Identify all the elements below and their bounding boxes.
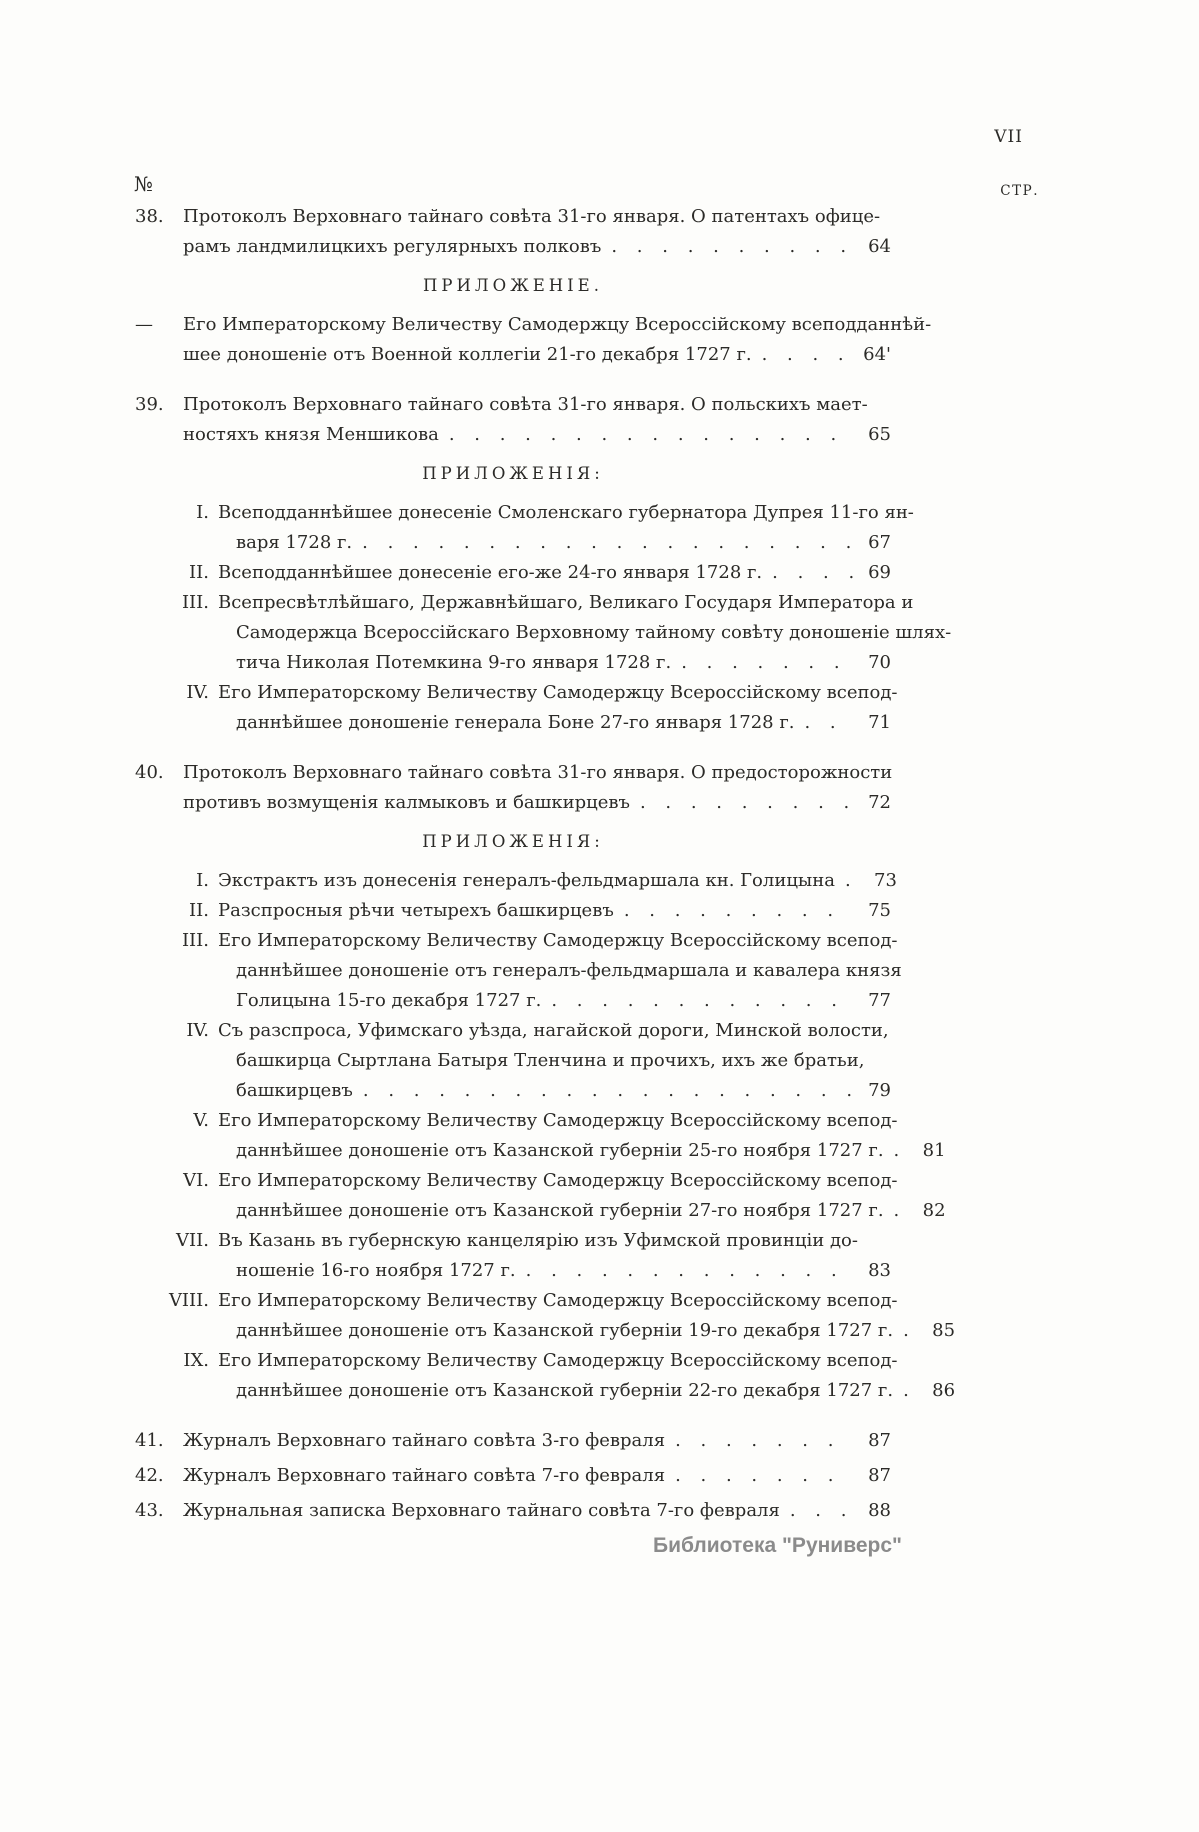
entry-number: IX. [183,1350,209,1371]
entry-text: тича Николая Потемкина 9-го января 1728 г. [236,652,672,673]
entry-text-line [218,1136,946,1166]
dot-leader [640,788,853,818]
entry-number: IV. [186,682,209,703]
entry-text: даннѣйшее доношеніе отъ Казанской губерніи 25-го ноября 1727 г. [236,1140,884,1161]
dot-leader [804,708,853,738]
entry-text-line: Его Императорскому Величеству Самодержцу Всероссійскому всепод- [218,682,898,703]
dot-leader [611,232,853,262]
dot-leader [675,1461,853,1491]
entry-text-line [218,1256,891,1286]
entry-text: Разспросныя рѣчи четырехъ башкирцевъ [218,900,614,921]
dot-leader [772,558,853,588]
entry-text: рамъ ландмилицкихъ регулярныхъ полковъ [183,236,602,257]
entry-body [218,1226,891,1286]
dot-leader [845,866,859,896]
entry-page-number: 77 [868,990,891,1011]
entry-number: 40. [135,762,164,783]
toc-subentry [135,926,902,1016]
entry-text-line [218,528,891,558]
section-heading: ПРИЛОЖЕНІЯ: [422,464,604,483]
entry-page-number: 87 [868,1430,891,1451]
entry-number: V. [193,1110,209,1131]
toc-list [135,202,956,1531]
entry-text: Экстрактъ изъ донесенія генералъ-фельдмаршала кн. Голицына [218,870,835,891]
entry-text-line: Самодержца Всероссійскаго Верховному тайному совѣту доношеніе шлях- [236,622,952,643]
dot-leader [903,1316,917,1346]
dot-leader [675,1426,853,1456]
entry-text: Журналъ Верховнаго тайнаго совѣта 7-го февраля [183,1465,666,1486]
entry-number: VI. [183,1170,209,1191]
entry-page-number: 81 [922,1140,946,1161]
entry-number: 38. [135,206,164,227]
entry-text: противъ возмущенія калмыковъ и башкирцевъ [183,792,630,813]
entry-text: ношеніе 16-го ноября 1727 г. [236,1260,516,1281]
entry-body [183,1461,891,1491]
toc-entry [135,390,891,450]
entry-body [218,896,891,926]
entry-body [218,498,914,558]
toc-subentry [135,498,914,558]
entry-number: VIII. [168,1290,209,1311]
entry-page-number: 73 [874,870,897,891]
entry-text: даннѣйшее доношеніе отъ Казанской губерніи 22-го декабря 1727 г. [236,1380,894,1401]
dot-leader [894,1136,908,1166]
entry-text-line [218,986,891,1016]
entry-body [218,588,952,678]
entry-text-line: Его Императорскому Величеству Самодержцу Всероссійскому всеподданнѣй- [183,314,932,335]
entry-number: III. [181,930,209,951]
entry-text-line [183,420,891,450]
entry-page-number: 86 [932,1380,956,1401]
dot-leader [903,1376,917,1406]
entry-text-line [218,648,891,678]
toc-subentry [135,588,952,678]
entry-body [183,758,891,818]
entry-page-number: 69 [868,562,891,583]
library-watermark: Библиотека "Руниверс" [652,1534,902,1557]
entry-text: шее доношеніе отъ Военной коллегіи 21-го декабря 1727 г. [183,344,752,365]
entry-text-line [218,1196,946,1226]
entry-body [183,202,891,262]
toc-entry [135,1461,891,1491]
entry-text-line [183,1461,891,1491]
entry-text: даннѣйшее доношеніе отъ Казанской губерніи 27-го ноября 1727 г. [236,1200,884,1221]
toc-subentry [135,896,891,926]
entry-text-line [218,558,891,588]
entry-text-line [183,340,891,370]
entry-text-line [183,232,891,262]
entry-text: даннѣйшее доношеніе отъ Казанской губерніи 19-го декабря 1727 г. [236,1320,894,1341]
entry-number: 42. [135,1465,164,1486]
entry-page-number: 64 [868,236,891,257]
number-column-header: № [134,172,153,196]
entry-page-number: 64' [863,344,891,365]
toc-subentry [135,1016,891,1106]
section-heading: ПРИЛОЖЕНІЯ: [422,832,604,851]
page-column-header: СТР. [1000,183,1039,199]
entry-text-line: Съ разспроса, Уфимскаго уѣзда, нагайской дороги, Минской волости, [218,1020,889,1041]
entry-number: — [135,314,153,335]
entry-text-line: Всеподданнѣйшее донесеніе Смоленскаго губернатора Дупрея 11-го ян- [218,502,914,523]
dot-leader [551,986,853,1016]
entry-text-line: Протоколъ Верховнаго тайнаго совѣта 31-го января. О польскихъ мает- [183,394,868,415]
entry-text-line: Всепресвѣтлѣйшаго, Державнѣйшаго, Великаго Государя Императора и [218,592,914,613]
entry-text-line [218,1316,956,1346]
entry-text: башкирцевъ [236,1080,353,1101]
toc-entry [135,758,891,818]
entry-text: варя 1728 г. [236,532,353,553]
entry-number: VII. [176,1230,209,1251]
dot-leader [526,1256,853,1286]
entry-body [218,1016,891,1106]
entry-page-number: 70 [868,652,891,673]
dot-leader [449,420,853,450]
dot-leader [681,648,853,678]
entry-text: даннѣйшее доношеніе генерала Боне 27-го января 1728 г. [236,712,795,733]
entry-text-line: Его Императорскому Величеству Самодержцу Всероссійскому всепод- [218,1110,898,1131]
entry-body [218,558,891,588]
dot-leader [790,1496,853,1526]
dot-leader [363,1076,853,1106]
entry-body [218,1166,946,1226]
toc-subentry [135,1286,956,1346]
entry-number: II. [189,562,209,583]
dot-leader [624,896,853,926]
entry-text-line: Его Императорскому Величеству Самодержцу Всероссійскому всепод- [218,1350,898,1371]
entry-text: Всеподданнѣйшее донесеніе его-же 24-го января 1728 г. [218,562,763,583]
entry-text-line [218,708,891,738]
entry-body [218,1106,946,1166]
toc-entry [135,310,932,370]
entry-body [218,866,897,896]
entry-page-number: 88 [868,1500,891,1521]
entry-page-number: 85 [932,1320,956,1341]
entry-text: Журналъ Верховнаго тайнаго совѣта 3-го февраля [183,1430,666,1451]
entry-text-line: Его Императорскому Величеству Самодержцу Всероссійскому всепод- [218,1290,898,1311]
entry-page-number: 71 [868,712,891,733]
entry-number: 39. [135,394,164,415]
entry-text: Голицына 15-го декабря 1727 г. [236,990,542,1011]
entry-number: 43. [135,1500,164,1521]
entry-number: 41. [135,1430,164,1451]
entry-number: IV. [186,1020,209,1041]
entry-number: I. [196,870,209,891]
entry-page-number: 67 [868,532,891,553]
entry-page-number: 72 [868,792,891,813]
entry-text-line [218,1076,891,1106]
entry-text-line: Протоколъ Верховнаго тайнаго совѣта 31-го января. О предосторожности [183,762,893,783]
section-heading: ПРИЛОЖЕНІЕ. [423,276,603,295]
entry-text-line: Его Императорскому Величеству Самодержцу Всероссійскому всепод- [218,1170,898,1191]
entry-number: I. [196,502,209,523]
entry-page-number: 65 [868,424,891,445]
entry-body [218,1286,956,1346]
entry-text-line [183,1426,891,1456]
toc-entry [135,1426,891,1456]
entry-page-number: 87 [868,1465,891,1486]
entry-text-line: Въ Казань въ губернскую канцелярію изъ Уфимской провинціи до- [218,1230,858,1251]
entry-text: ностяхъ князя Меншикова [183,424,439,445]
dot-leader [894,1196,908,1226]
entry-text-line [218,866,897,896]
toc-subentry [135,866,897,896]
toc-subentry [135,1346,956,1406]
entry-text-line [218,1376,956,1406]
entry-text-line: Его Императорскому Величеству Самодержцу Всероссійскому всепод- [218,930,898,951]
entry-page-number: 83 [868,1260,891,1281]
entry-text-line [218,896,891,926]
entry-text-line [183,1496,891,1526]
entry-text-line [183,788,891,818]
entry-body [183,1426,891,1456]
page-folio: VII [994,127,1023,147]
entry-body [183,390,891,450]
toc-subentry [135,1226,891,1286]
toc-entry [135,202,891,262]
entry-text: Журнальная записка Верховнаго тайнаго совѣта 7-го февраля [183,1500,780,1521]
entry-text-line: Протоколъ Верховнаго тайнаго совѣта 31-го января. О патентахъ офице- [183,206,881,227]
entry-number: II. [189,900,209,921]
entry-text-line: даннѣйшее доношеніе отъ генералъ-фельдмаршала и кавалера князя [236,960,902,981]
entry-body [183,310,932,370]
toc-subentry [135,1166,946,1226]
entry-body [218,926,902,1016]
toc-subentry [135,558,891,588]
entry-page-number: 82 [922,1200,946,1221]
entry-page-number: 75 [868,900,891,921]
entry-text-line: башкирца Сыртлана Батыря Тленчина и прочихъ, ихъ же братьи, [236,1050,865,1071]
entry-number: III. [181,592,209,613]
entry-body [183,1496,891,1526]
dot-leader [362,528,853,558]
entry-body [218,1346,956,1406]
entry-page-number: 79 [868,1080,891,1101]
toc-entry [135,1496,891,1526]
dot-leader [762,340,853,370]
toc-subentry [135,678,898,738]
toc-subentry [135,1106,946,1166]
entry-body [218,678,898,738]
